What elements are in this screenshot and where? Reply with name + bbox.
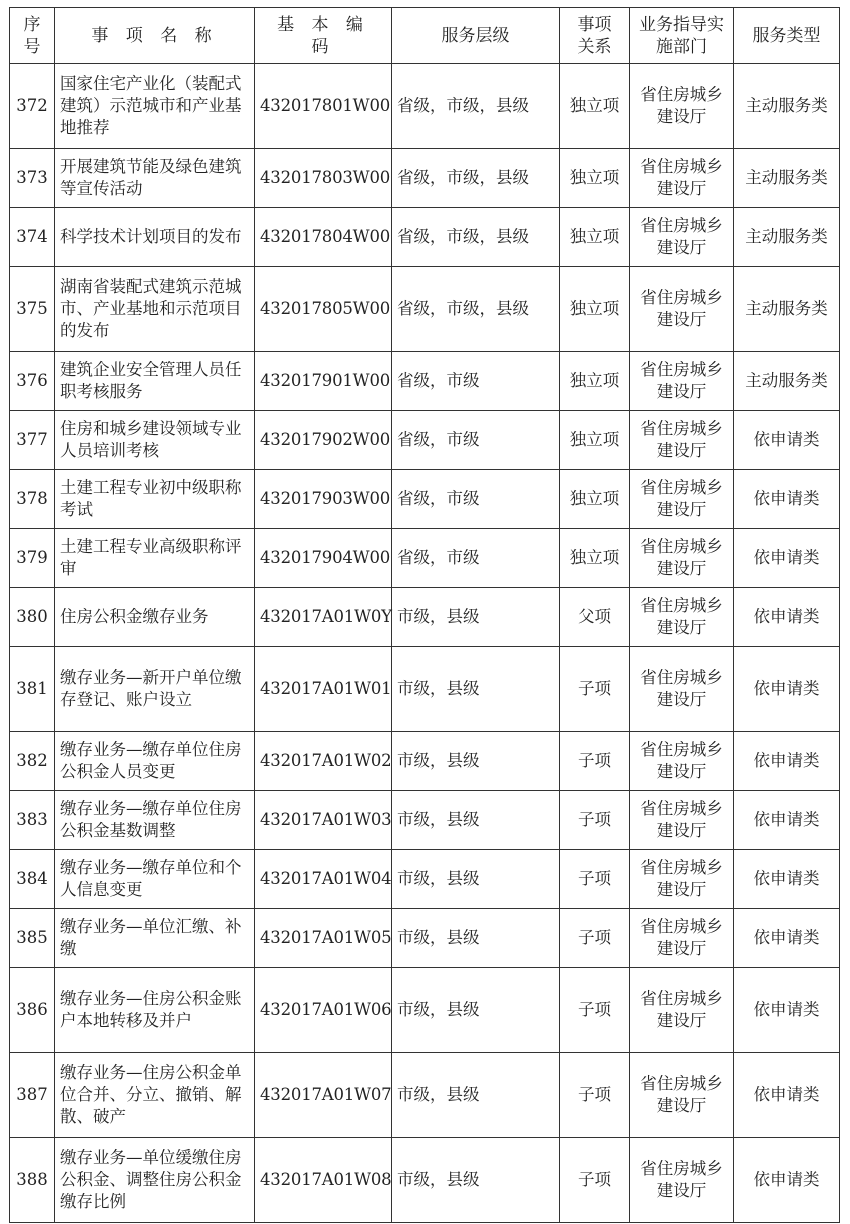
header-relation: 事项关系 [560,8,630,64]
row-number-cell: 383 [10,791,55,850]
item-relation-cell: 子项 [560,1053,630,1138]
table-row [10,411,840,470]
service-type-cell: 依申请类 [734,470,840,529]
guiding-department-cell: 省住房城乡建设厅 [630,529,734,588]
basic-code-cell: 432017803W00 [255,149,392,208]
header-name: 事 项 名 称 [55,8,255,64]
item-name-cell: 湖南省装配式建筑示范城市、产业基地和示范项目的发布 [55,267,255,352]
item-name-cell: 缴存业务—单位汇缴、补缴 [55,909,255,968]
service-type-cell: 依申请类 [734,529,840,588]
service-type-cell: 依申请类 [734,850,840,909]
item-relation-cell: 子项 [560,791,630,850]
table-header-row [10,8,840,64]
service-level-cell: 省级，市级，县级 [392,208,560,267]
basic-code-cell: 432017A01W0Y [255,588,392,647]
item-relation-cell: 独立项 [560,64,630,149]
item-name-cell: 缴存业务—住房公积金单位合并、分立、撤销、解散、破产 [55,1053,255,1138]
item-relation-cell: 独立项 [560,208,630,267]
item-relation-cell: 独立项 [560,411,630,470]
item-name-cell: 建筑企业安全管理人员任职考核服务 [55,352,255,411]
item-relation-cell: 子项 [560,909,630,968]
service-level-cell: 省级，市级 [392,470,560,529]
row-number-cell: 372 [10,64,55,149]
item-name-cell: 缴存业务—缴存单位和个人信息变更 [55,850,255,909]
item-name-cell: 住房公积金缴存业务 [55,588,255,647]
item-name-cell: 科学技术计划项目的发布 [55,208,255,267]
table-row [10,850,840,909]
basic-code-cell: 432017901W00 [255,352,392,411]
basic-code-cell: 432017A01W03 [255,791,392,850]
row-number-cell: 373 [10,149,55,208]
header-level: 服务层级 [392,8,560,64]
basic-code-cell: 432017A01W04 [255,850,392,909]
service-level-cell: 省级，市级 [392,411,560,470]
item-name-cell: 缴存业务—单位缓缴住房公积金、调整住房公积金缴存比例 [55,1138,255,1223]
row-number-cell: 378 [10,470,55,529]
header-code: 基 本 编 码 [255,8,392,64]
service-level-cell: 省级，市级，县级 [392,267,560,352]
service-level-cell: 省级，市级 [392,352,560,411]
table-body [10,64,840,1223]
table-row [10,529,840,588]
service-level-cell: 省级，市级 [392,529,560,588]
row-number-cell: 387 [10,1053,55,1138]
item-name-cell: 缴存业务—新开户单位缴存登记、账户设立 [55,647,255,732]
guiding-department-cell: 省住房城乡建设厅 [630,909,734,968]
item-relation-cell: 独立项 [560,470,630,529]
table-row [10,352,840,411]
row-number-cell: 385 [10,909,55,968]
service-level-cell: 市级，县级 [392,1053,560,1138]
service-level-cell: 市级，县级 [392,909,560,968]
service-type-cell: 依申请类 [734,647,840,732]
service-type-cell: 主动服务类 [734,64,840,149]
table-row [10,588,840,647]
guiding-department-cell: 省住房城乡建设厅 [630,968,734,1053]
item-name-cell: 缴存业务—缴存单位住房公积金基数调整 [55,791,255,850]
table-row [10,149,840,208]
service-level-cell: 市级，县级 [392,850,560,909]
row-number-cell: 377 [10,411,55,470]
service-type-cell: 依申请类 [734,909,840,968]
service-level-cell: 市级，县级 [392,791,560,850]
guiding-department-cell: 省住房城乡建设厅 [630,732,734,791]
table-row [10,64,840,149]
basic-code-cell: 432017805W00 [255,267,392,352]
service-level-cell: 省级，市级，县级 [392,64,560,149]
guiding-department-cell: 省住房城乡建设厅 [630,149,734,208]
service-level-cell: 市级，县级 [392,732,560,791]
basic-code-cell: 432017801W00 [255,64,392,149]
table-row [10,470,840,529]
service-type-cell: 依申请类 [734,588,840,647]
service-level-cell: 市级，县级 [392,968,560,1053]
guiding-department-cell: 省住房城乡建设厅 [630,647,734,732]
guiding-department-cell: 省住房城乡建设厅 [630,791,734,850]
service-type-cell: 依申请类 [734,1053,840,1138]
basic-code-cell: 432017902W00 [255,411,392,470]
header-type: 服务类型 [734,8,840,64]
item-name-cell: 开展建筑节能及绿色建筑等宣传活动 [55,149,255,208]
basic-code-cell: 432017A01W08 [255,1138,392,1223]
basic-code-cell: 432017A01W01 [255,647,392,732]
basic-code-cell: 432017A01W07 [255,1053,392,1138]
item-relation-cell: 子项 [560,968,630,1053]
service-type-cell: 主动服务类 [734,267,840,352]
guiding-department-cell: 省住房城乡建设厅 [630,588,734,647]
table-row [10,791,840,850]
row-number-cell: 388 [10,1138,55,1223]
row-number-cell: 375 [10,267,55,352]
guiding-department-cell: 省住房城乡建设厅 [630,267,734,352]
service-type-cell: 依申请类 [734,411,840,470]
service-type-cell: 主动服务类 [734,208,840,267]
item-name-cell: 国家住宅产业化（装配式建筑）示范城市和产业基地推荐 [55,64,255,149]
service-type-cell: 主动服务类 [734,149,840,208]
table-row [10,647,840,732]
service-level-cell: 市级，县级 [392,588,560,647]
basic-code-cell: 432017A01W02 [255,732,392,791]
basic-code-cell: 432017A01W05 [255,909,392,968]
basic-code-cell: 432017A01W06 [255,968,392,1053]
item-relation-cell: 独立项 [560,267,630,352]
row-number-cell: 376 [10,352,55,411]
basic-code-cell: 432017904W00 [255,529,392,588]
row-number-cell: 380 [10,588,55,647]
row-number-cell: 382 [10,732,55,791]
service-type-cell: 依申请类 [734,732,840,791]
guiding-department-cell: 省住房城乡建设厅 [630,1053,734,1138]
service-level-cell: 市级，县级 [392,1138,560,1223]
item-relation-cell: 独立项 [560,529,630,588]
service-type-cell: 依申请类 [734,1138,840,1223]
table-row [10,732,840,791]
header-dept: 业务指导实施部门 [630,8,734,64]
table-row [10,1138,840,1223]
guiding-department-cell: 省住房城乡建设厅 [630,352,734,411]
guiding-department-cell: 省住房城乡建设厅 [630,64,734,149]
item-relation-cell: 子项 [560,732,630,791]
table-row [10,208,840,267]
item-name-cell: 土建工程专业初中级职称考试 [55,470,255,529]
row-number-cell: 384 [10,850,55,909]
row-number-cell: 374 [10,208,55,267]
item-name-cell: 住房和城乡建设领域专业人员培训考核 [55,411,255,470]
item-name-cell: 缴存业务—住房公积金账户本地转移及并户 [55,968,255,1053]
guiding-department-cell: 省住房城乡建设厅 [630,1138,734,1223]
service-type-cell: 主动服务类 [734,352,840,411]
service-type-cell: 依申请类 [734,968,840,1053]
item-relation-cell: 独立项 [560,149,630,208]
service-type-cell: 依申请类 [734,791,840,850]
table-row [10,968,840,1053]
item-relation-cell: 子项 [560,850,630,909]
row-number-cell: 386 [10,968,55,1053]
item-relation-cell: 子项 [560,1138,630,1223]
row-number-cell: 381 [10,647,55,732]
guiding-department-cell: 省住房城乡建设厅 [630,850,734,909]
item-relation-cell: 父项 [560,588,630,647]
item-relation-cell: 独立项 [560,352,630,411]
item-name-cell: 缴存业务—缴存单位住房公积金人员变更 [55,732,255,791]
header-seq: 序号 [10,8,55,64]
guiding-department-cell: 省住房城乡建设厅 [630,208,734,267]
guiding-department-cell: 省住房城乡建设厅 [630,411,734,470]
service-level-cell: 省级，市级，县级 [392,149,560,208]
table-row [10,267,840,352]
service-level-cell: 市级，县级 [392,647,560,732]
guiding-department-cell: 省住房城乡建设厅 [630,470,734,529]
basic-code-cell: 432017804W00 [255,208,392,267]
row-number-cell: 379 [10,529,55,588]
table-row [10,909,840,968]
basic-code-cell: 432017903W00 [255,470,392,529]
service-table [9,7,840,1223]
table-row [10,1053,840,1138]
item-relation-cell: 子项 [560,647,630,732]
item-name-cell: 土建工程专业高级职称评审 [55,529,255,588]
